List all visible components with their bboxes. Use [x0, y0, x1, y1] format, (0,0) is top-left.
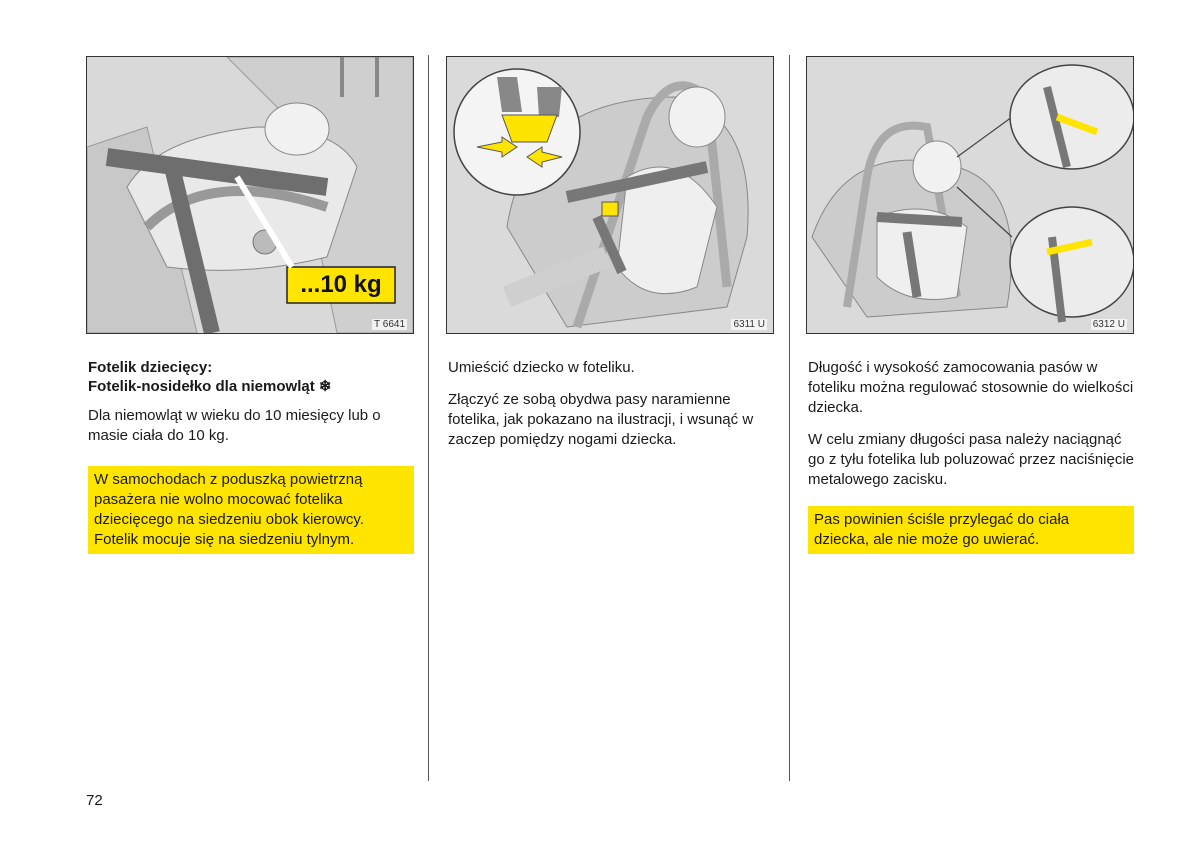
warning-box: W samochodach z poduszką powietrzną pasażera nie wolno mocować fotelika dziecięcego na siedzeniu obok kierowcy. Fotelik mocuje się na siedzeniu tylnym. — [88, 466, 414, 554]
figure-child-seat-installed — [86, 56, 414, 334]
heading-line-1: Fotelik dziecięcy: — [88, 359, 213, 376]
belt-adjust-illustration — [807, 57, 1133, 333]
weight-label: ...10 kg — [300, 271, 382, 298]
paragraph: W celu zmiany długości pasa należy naciągnąć go z tyłu fotelika lub poluzować przez naciśnięcie metalowego zacisku. — [808, 431, 1135, 488]
heading-line-2: Fotelik-nosidełko dla niemowląt ❄ — [88, 378, 332, 395]
figure-code: T 6641 — [374, 319, 405, 330]
paragraph: Umieścić dziecko w foteliku. — [448, 359, 635, 376]
buckle-illustration — [447, 57, 773, 333]
page-number: 72 — [86, 792, 103, 809]
figure-code: 6311 U — [733, 319, 765, 330]
paragraph: Dla niemowląt w wieku do 10 miesięcy lub o masie ciała do 10 kg. — [88, 407, 381, 444]
column-divider-left — [428, 55, 429, 781]
figure-buckle-connect — [446, 56, 774, 334]
figure-code: 6312 U — [1092, 319, 1125, 330]
column-1-text — [88, 358, 414, 554]
warning-box: Pas powinien ściśle przylegać do ciała dziecka, ale nie może go uwierać. — [808, 506, 1134, 554]
column-2-text — [448, 358, 774, 462]
paragraph: Długość i wysokość zamocowania pasów w foteliku można regulować stosownie do wielkości dziecka. — [808, 359, 1134, 416]
figure-belt-adjust — [806, 56, 1134, 334]
section-heading — [88, 358, 414, 396]
column-3-text — [808, 358, 1134, 554]
paragraph: Złączyć ze sobą obydwa pasy naramienne fotelika, jak pokazano na ilustracji, i wsunąć w zaczep pomiędzy nogami dziecka. — [448, 391, 754, 448]
column-divider-right — [789, 55, 790, 781]
